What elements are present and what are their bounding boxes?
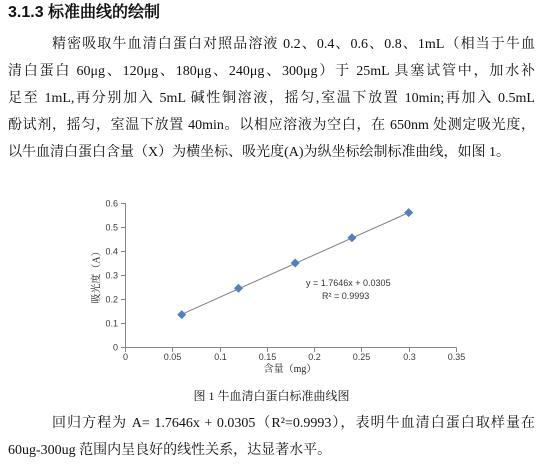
- data-point: [177, 310, 186, 319]
- x-tick-label: 0.15: [258, 352, 277, 362]
- paragraph-line: 60ug-300ug 范围内呈良好的线性关系，达显著水平。: [8, 443, 332, 458]
- r-squared-label: R² = 0.9993: [322, 291, 370, 301]
- paragraph-line: 酚试剂，摇匀，室温下放置 40min。以相应溶液为空白，在 650nm 处测定吸光度，: [8, 118, 535, 133]
- y-axis-title: 吸光度（A）: [91, 246, 103, 304]
- standard-curve-chart: [60, 192, 480, 378]
- x-tick-label: 0: [122, 352, 129, 362]
- data-point: [404, 208, 413, 217]
- x-tick-label: 0.35: [447, 352, 466, 362]
- x-tick-label: 0.05: [163, 352, 182, 362]
- chart-axes: [105, 199, 465, 363]
- y-tick-label: 0: [112, 342, 118, 353]
- x-axis-title: 含量（mg）: [263, 364, 317, 375]
- data-series: [177, 208, 413, 319]
- y-tick-label: 0.4: [105, 246, 118, 257]
- y-tick-label: 0.6: [105, 198, 118, 209]
- x-tick-label: 0.1: [214, 352, 227, 362]
- paragraph-line: 清白蛋白 60μg、120μg、180μg、240μg、300μg）于 25mL 具塞试管中，加水补: [8, 64, 535, 79]
- figure-caption: 图 1 牛血清白蛋白标准曲线图: [193, 389, 350, 403]
- data-point: [234, 284, 243, 293]
- paragraph-line: 精密吸取牛血清白蛋白对照品溶液 0.2、0.4、0.6、0.8、1mL（相当于牛血: [52, 37, 535, 52]
- data-point: [291, 259, 300, 268]
- trendline-equation: y = 1.7646x + 0.0305: [306, 278, 391, 288]
- x-tick-label: 0.25: [352, 352, 371, 362]
- paragraph-line: 足至 1mL,再分别加入 5mL 碱性铜溶液，摇匀,室温下放置 10min;再加入 0.5mL: [8, 91, 535, 106]
- section-heading: 3.1.3 标准曲线的绘制: [8, 4, 161, 21]
- paragraph-line: 回归方程为 A= 1.7646x + 0.0305（R²=0.9993），表明牛血清白蛋白取样量在: [52, 416, 535, 431]
- y-tick-label: 0.2: [105, 294, 118, 305]
- y-tick-label: 0.3: [105, 270, 118, 281]
- y-tick-label: 0.5: [105, 222, 118, 233]
- data-point: [347, 233, 356, 242]
- y-tick-label: 0.1: [105, 318, 118, 329]
- x-tick-label: 0.2: [308, 352, 321, 362]
- x-tick-label: 0.3: [403, 352, 416, 362]
- paragraph-line: 以牛血清白蛋白含量（X）为横坐标、吸光度(A)为纵坐标绘制标准曲线，如图 1。: [8, 145, 511, 160]
